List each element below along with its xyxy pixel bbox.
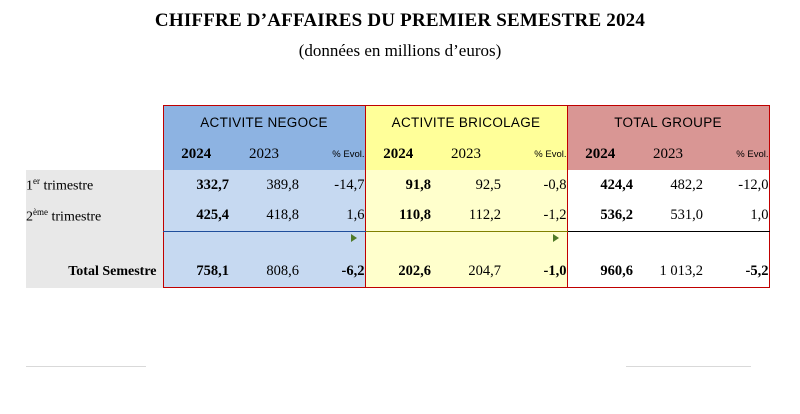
comment-flag-icon [351,234,357,242]
q2-bricolage-evol: -1,2 [501,201,567,232]
comment-flag-icon [553,234,559,242]
spacer-negoce-3 [299,232,365,256]
row-label-q2-main: 2 [26,209,33,225]
q1-negoce-2023: 389,8 [229,170,299,201]
page-subtitle: (données en millions d’euros) [298,41,502,60]
q1-groupe-2023: 482,2 [633,170,703,201]
row-label-q2-sup: ème [33,206,48,217]
subheader-negoce-2024: 2024 [163,140,229,170]
total-negoce-2023: 808,6 [229,256,299,288]
q2-groupe-2023: 531,0 [633,201,703,232]
spacer-bricolage-1 [365,232,431,256]
q2-groupe-2024: 536,2 [567,201,633,232]
spacer-groupe-3 [703,232,769,256]
q2-negoce-2024: 425,4 [163,201,229,232]
subheader-groupe-2024: 2024 [567,140,633,170]
row-label-q2-rest: trimestre [48,209,102,225]
q1-negoce-evol: -14,7 [299,170,365,201]
subheader-groupe-2023: 2023 [633,140,703,170]
subheader-negoce-2023: 2023 [229,140,299,170]
q1-bricolage-2024: 91,8 [365,170,431,201]
footer-decoration [26,360,766,400]
subheader-bricolage-2024: 2024 [365,140,431,170]
page-title: CHIFFRE D’AFFAIRES DU PREMIER SEMESTRE 2024 [154,10,646,31]
spacer-negoce-1 [163,232,229,256]
total-negoce-2024: 758,1 [163,256,229,288]
group-header-bricolage: ACTIVITE BRICOLAGE [365,106,567,140]
group-header-negoce: ACTIVITE NEGOCE [163,106,365,140]
group-header-total: TOTAL GROUPE [567,106,769,140]
revenue-table [26,105,770,288]
subheader-bricolage-evol: % Evol. [501,140,567,170]
spacer-bricolage-3 [501,232,567,256]
total-groupe-2023: 1 013,2 [633,256,703,288]
q2-bricolage-2023: 112,2 [431,201,501,232]
row-label-q1 [26,170,163,201]
table-row [26,170,769,201]
total-groupe-evol: -5,2 [703,256,769,288]
subheader-negoce-evol: % Evol. [299,140,365,170]
subheader-blank [26,140,163,170]
q2-negoce-evol: 1,6 [299,201,365,232]
spacer-groupe-2 [633,232,703,256]
row-label-q1-sup: er [33,175,40,186]
q2-groupe-evol: 1,0 [703,201,769,232]
q2-negoce-2023: 418,8 [229,201,299,232]
table-total-row [26,256,769,288]
footer-rule-left [26,366,146,367]
corner-cell [26,106,163,140]
total-groupe-2024: 960,6 [567,256,633,288]
spacer-groupe-1 [567,232,633,256]
q1-groupe-evol: -12,0 [703,170,769,201]
subheader-bricolage-2023: 2023 [431,140,501,170]
q1-groupe-2024: 424,4 [567,170,633,201]
q1-negoce-2024: 332,7 [163,170,229,201]
row-label-q1-rest: trimestre [40,178,94,194]
q1-bricolage-evol: -0,8 [501,170,567,201]
table-spacer-row [26,232,769,256]
table-row [26,201,769,232]
spacer-negoce-2 [229,232,299,256]
q1-bricolage-2023: 92,5 [431,170,501,201]
footer-rule-right [626,366,751,367]
total-negoce-evol: -6,2 [299,256,365,288]
table-subheader-row [26,140,769,170]
spacer-bricolage-2 [431,232,501,256]
total-bricolage-2024: 202,6 [365,256,431,288]
row-label-total: Total Semestre [26,256,163,288]
q2-bricolage-2024: 110,8 [365,201,431,232]
total-bricolage-2023: 204,7 [431,256,501,288]
row-label-q1-main: 1 [26,178,33,194]
spacer-label-cell [26,232,163,256]
revenue-table-container [26,105,770,288]
total-bricolage-evol: -1,0 [501,256,567,288]
subheader-groupe-evol: % Evol. [703,140,769,170]
row-label-q2 [26,201,163,232]
table-group-header-row [26,106,769,140]
